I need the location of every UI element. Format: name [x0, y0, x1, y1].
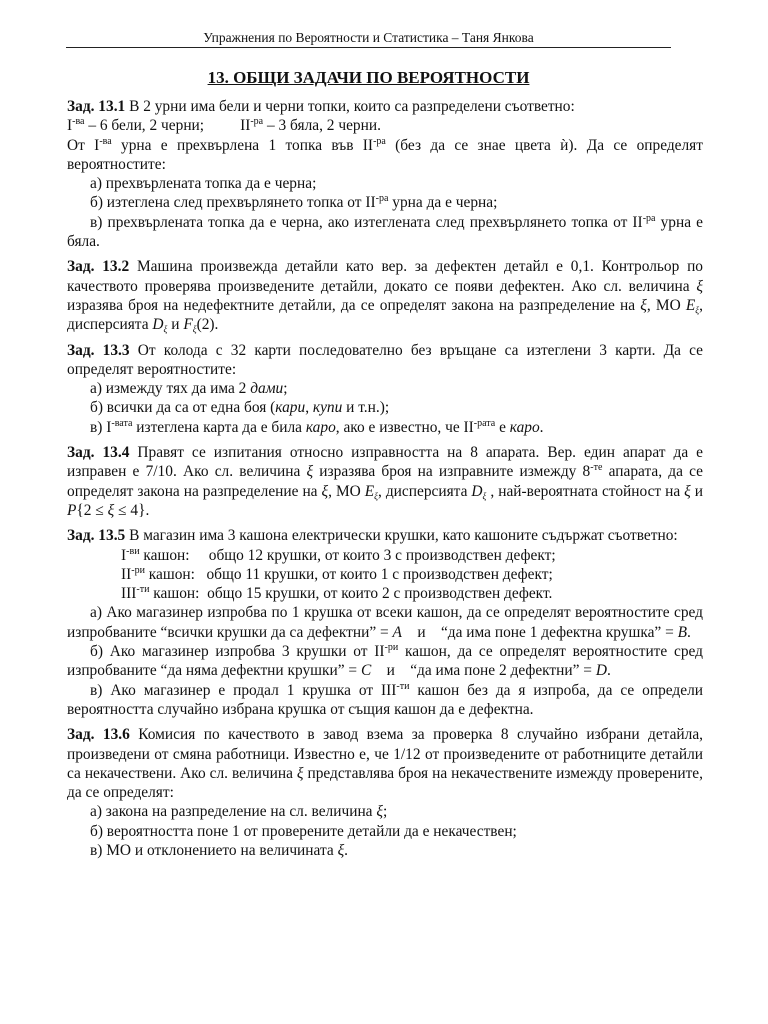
- task-13-1-c: в) прехвърлената топка да е черна, ако изтеглената след прехвърлянето топка от $II^{-ра}$ урна е бяла.: [67, 212, 703, 251]
- task-13-5-a: а) Ако магазинер изпробва по 1 крушка от всеки кашон, да се определят вероятностите сред изпробваните “всички крушки да са дефектни” = A и “да има поне 1 дефектна крушка” = B.: [67, 604, 703, 641]
- task-13-6-c: в) МО и отклонението на величината ξ.: [90, 841, 349, 859]
- task-13-1: [67, 97, 703, 251]
- task-label: Зад. 13.4: [67, 444, 130, 462]
- task-13-3-c: в) $I^{-вата}$ изтеглена карта да е била каро, ако е известно, че $II^{-рата}$ е каро.: [90, 417, 544, 436]
- task-13-5: [67, 526, 703, 719]
- task-13-5-intro: Зад. 13.5 В магазин има 3 кашона електрически крушки, като кашоните съдържат съответно:: [67, 527, 678, 545]
- task-13-3: [67, 341, 703, 437]
- task-13-3-b: б) всички да са от една боя (кари, купи и т.н.);: [90, 399, 390, 417]
- task-13-4-text: Зад. 13.4 Правят се изпитания относно изправността на 8 апарата. Вер. един апарат да е изправен е 7/10. Ако сл. величина ξ изразява броя на изправните измежду $8^{-те}$ апарата, да се определят закона на разпределение на ξ, МО $E_\xi$, дисперсията $D_\xi$ , най-вероятната стойност на ξ и P{2 ≤ ξ ≤ 4}.: [67, 444, 703, 519]
- task-13-5-c: в) Ако магазинер е продал 1 крушка от $III^{-ти}$ кашон без да я изпроба, да се определи вероятността случайно избрана крушка от същия кашон да е дефектна.: [67, 680, 703, 718]
- task-13-3-intro: Зад. 13.3 От колода с 32 карти последователно без връщане са изтеглени 3 карти. Да се определят вероятностите:: [67, 341, 704, 378]
- document-body: [67, 97, 703, 866]
- task-13-3-a: а) измежду тях да има 2 дами;: [90, 380, 288, 398]
- crate-3: $III^{-ти}$ кашон: общо 15 крушки, от които 2 с производствен дефект.: [121, 584, 553, 603]
- task-13-6: [67, 725, 703, 860]
- task-13-1-b: б) изтеглена след прехвърлянето топка от $II^{-ра}$ урна да е черна;: [90, 193, 498, 212]
- task-13-1-intro: Зад. 13.1 В 2 урни има бели и черни топки, които са разпределени съответно:: [67, 98, 575, 115]
- task-13-2: [67, 257, 703, 334]
- header-rule: [66, 47, 671, 48]
- task-13-1-urns: $I^{-ва} - 6$ бели, 2 черни; $II^{-ра} - 3$ бяла, 2 черни.: [67, 116, 381, 135]
- task-label: Зад. 13.1: [67, 98, 126, 115]
- task-13-4: [67, 443, 703, 520]
- task-13-2-text: Зад. 13.2 Машина произвежда детайли като вер. за дефектен детайл е 0,1. Контрольор по качеството проверява произведените детайли, докато се появи дефектен. Ако сл. величина ξ изразява броя на недефектните детайли, да се определят закона на разпределение на ξ, МО $E_\xi$, дисперсията $D_\xi$ и $F_\xi(2)$.: [67, 258, 704, 335]
- chapter-title: 13. ОБЩИ ЗАДАЧИ ПО ВЕРОЯТНОСТИ: [207, 68, 530, 87]
- task-13-6-text: Зад. 13.6 Комисия по качеството в завод взема за проверка 8 случайно избрани детайла, произведени от смяна работници. Известно е, че 1/12 от произведените от работниците детайли са некачествени. Ако сл. величина ξ представлява броя на некачествените измежду проверените, да се определят:: [67, 726, 704, 802]
- task-13-6-a: а) закона на разпределение на сл. величина ξ;: [90, 803, 388, 821]
- task-13-1-transfer: От $I^{-ва}$ урна е прехвърлена 1 топка във $II^{-ра}$ (без да се знае цвета ѝ). Да се определят вероятностите:: [67, 135, 703, 173]
- task-label: Зад. 13.5: [67, 527, 126, 545]
- task-13-5-b: б) Ако магазинер изпробва 3 крушки от $II^{-ри}$ кашон, да се определят вероятностите сред изпробваните “да няма дефектни крушки” = C и “да има поне 2 дефектни” = D.: [67, 642, 703, 680]
- running-header: Упражнения по Вероятности и Статистика – Таня Янкова: [203, 30, 534, 45]
- crate-1: $I^{-ви}$ кашон: общо 12 крушки, от които 3 с производствен дефект;: [121, 545, 556, 564]
- task-label: Зад. 13.2: [67, 258, 130, 276]
- task-label: Зад. 13.3: [67, 341, 130, 359]
- task-label: Зад. 13.6: [67, 726, 130, 744]
- task-13-6-b: б) вероятността поне 1 от проверените детайли да е некачествен;: [90, 822, 517, 840]
- task-13-1-a: а) прехвърлената топка да е черна;: [90, 175, 317, 193]
- crate-2: $II^{-ри}$ кашон: общо 11 крушки, от които 1 с производствен дефект;: [121, 564, 553, 583]
